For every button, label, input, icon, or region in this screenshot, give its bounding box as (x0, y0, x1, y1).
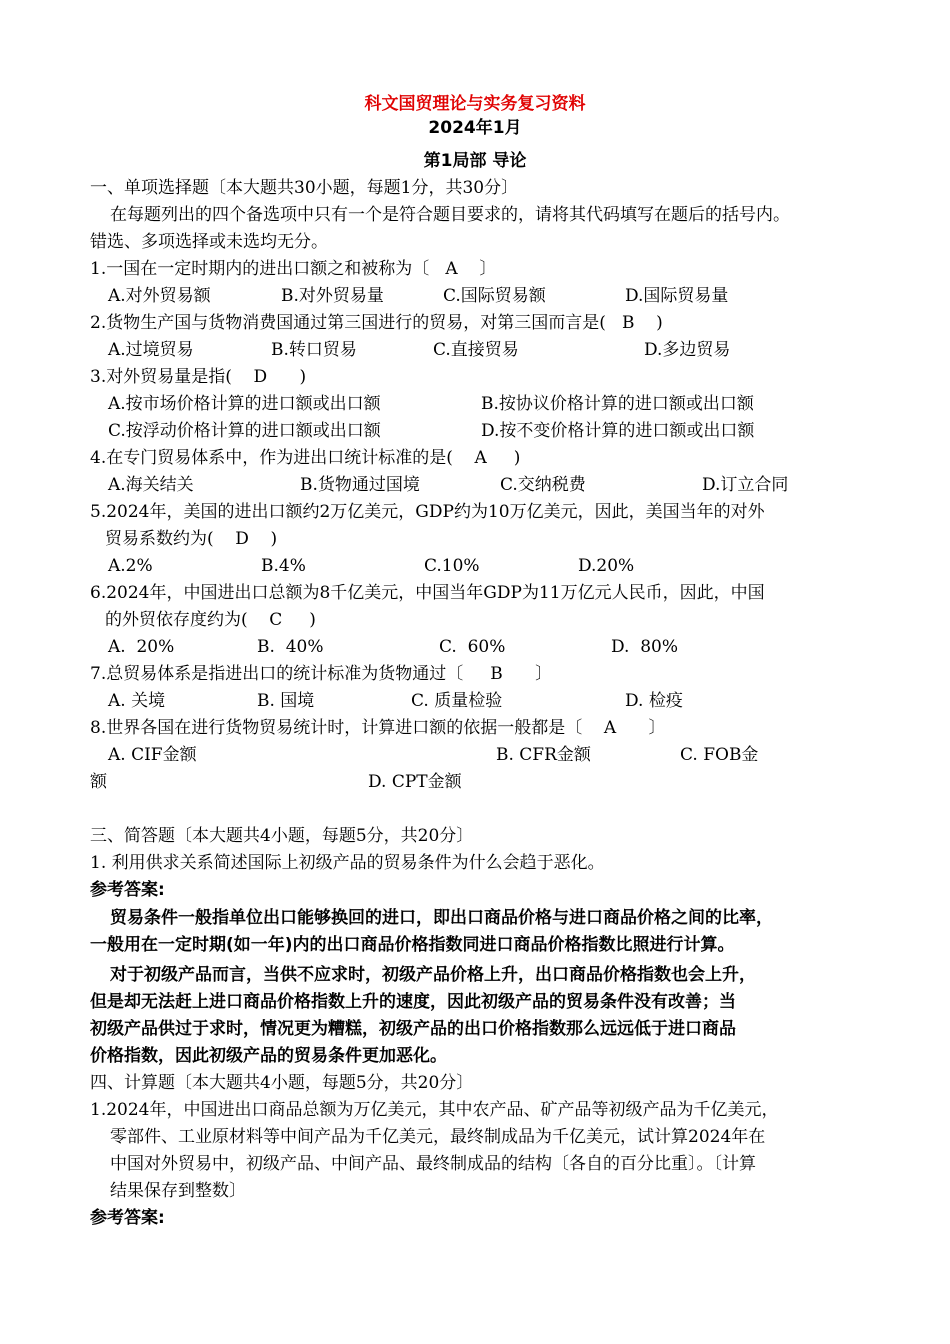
option: C.10% (424, 556, 480, 576)
option: B. 国境 (257, 691, 315, 711)
instruction-line: 在每题列出的四个备选项中只有一个是符合题目要求的，请将其代码填写在题后的括号内。 (110, 205, 790, 225)
option: C.国际贸易额 (443, 286, 546, 306)
section4-heading: 四、计算题〔本大题共4小题，每题5分，共20分〕 (90, 1073, 474, 1093)
option: A. 关境 (108, 691, 166, 711)
section3-question: 1. 利用供求关系简述国际上初级产品的贸易条件为什么会趋于恶化。 (90, 853, 605, 873)
question-stem: 5.2024年，美国的进出口额约2万亿美元，GDP约为10万亿美元，因此，美国当年的对外 (90, 502, 765, 522)
section4-question-line: 中国对外贸易中，初级产品、中间产品、最终制成品的结构〔各自的百分比重〕。〔计算 (110, 1154, 756, 1174)
answer-line: 贸易条件一般指单位出口能够换回的进口，即出口商品价格与进口商品价格之间的比率， (110, 908, 773, 928)
section4-question-line: 结果保存到整数〕 (110, 1181, 246, 1201)
instruction-line: 错选、多项选择或未选均无分。 (90, 232, 328, 252)
option: D.多边贸易 (644, 340, 731, 360)
option: B.对外贸易量 (281, 286, 384, 306)
option: C.直接贸易 (433, 340, 519, 360)
part-title: 第1局部 导论 (423, 151, 527, 171)
question-stem: 6.2024年，中国进出口总额为8千亿美元，中国当年GDP为11万亿元人民币，因此，中国 (90, 583, 765, 603)
option: A.按市场价格计算的进口额或出口额 (108, 394, 381, 414)
question-stem: 4.在专门贸易体系中，作为进出口统计标准的是( A ) (90, 448, 521, 468)
option-continued: 额 (90, 772, 107, 792)
option: B.转口贸易 (271, 340, 357, 360)
answer-line: 一般用在一定时期(如一年)内的出口商品价格指数同进口商品价格指数比照进行计算。 (90, 935, 735, 955)
question-stem: 2.货物生产国与货物消费国通过第三国进行的贸易，对第三国而言是( B ) (90, 313, 663, 333)
option: A.海关结关 (108, 475, 194, 495)
option: D.20% (578, 556, 635, 576)
answer-line: 但是却无法赶上进口商品价格指数上升的速度，因此初级产品的贸易条件没有改善；当 (90, 992, 736, 1012)
option: B.按协议价格计算的进口额或出口额 (481, 394, 754, 414)
question-stem: 8.世界各国在进行货物贸易统计时，计算进口额的依据一般都是〔 A 〕 (90, 718, 666, 738)
option: D. CPT金额 (368, 772, 462, 792)
document-date: 2024年1月 (428, 118, 522, 138)
section1-heading: 一、单项选择题〔本大题共30小题，每题1分，共30分〕 (90, 178, 519, 198)
option: A. CIF金额 (108, 745, 197, 765)
option: B. 40% (257, 637, 324, 657)
option: D. 80% (611, 637, 679, 657)
question-stem-continued: 贸易系数约为( D ) (105, 529, 278, 549)
question-stem-continued: 的外贸依存度约为( C ) (105, 610, 316, 630)
option: B.货物通过国境 (300, 475, 420, 495)
option: A.对外贸易额 (108, 286, 211, 306)
option: A.2% (108, 556, 153, 576)
option: A.过境贸易 (108, 340, 194, 360)
option: C.按浮动价格计算的进口额或出口额 (108, 421, 381, 441)
option: C.交纳税费 (500, 475, 586, 495)
answer-line: 价格指数，因此初级产品的贸易条件更加恶化。 (90, 1046, 447, 1066)
answer-line: 对于初级产品而言，当供不应求时，初级产品价格上升，出口商品价格指数也会上升， (110, 965, 756, 985)
option: A. 20% (108, 637, 175, 657)
document-title: 科文国贸理论与实务复习资料 (364, 94, 586, 114)
question-stem: 7.总贸易体系是指进出口的统计标准为货物通过〔 B 〕 (90, 664, 553, 684)
option: D.按不变价格计算的进口额或出口额 (481, 421, 755, 441)
section3-heading: 三、简答题〔本大题共4小题，每题5分，共20分〕 (90, 826, 474, 846)
option: B. CFR金额 (496, 745, 591, 765)
question-stem: 3.对外贸易量是指( D ) (90, 367, 307, 387)
option: C. 质量检验 (411, 691, 503, 711)
answer-label: 参考答案: (90, 880, 165, 900)
answer-label: 参考答案: (90, 1208, 165, 1228)
answer-line: 初级产品供过于求时，情况更为糟糕，初级产品的出口价格指数那么远远低于进口商品 (90, 1019, 736, 1039)
option: D. 检疫 (625, 691, 683, 711)
option: D.国际贸易量 (625, 286, 729, 306)
option: B.4% (261, 556, 306, 576)
option: D.订立合同 (702, 475, 789, 495)
section4-question-line: 1.2024年，中国进出口商品总额为万亿美元，其中农产品、矿产品等初级产品为千亿美元， (90, 1100, 779, 1120)
option: C. 60% (439, 637, 506, 657)
option: C. FOB金 (680, 745, 759, 765)
section4-question-line: 零部件、工业原材料等中间产品为千亿美元，最终制成品为千亿美元，试计算2024年在 (110, 1127, 766, 1147)
question-stem: 1.一国在一定时期内的进出口额之和被称为〔 A 〕 (90, 259, 497, 279)
